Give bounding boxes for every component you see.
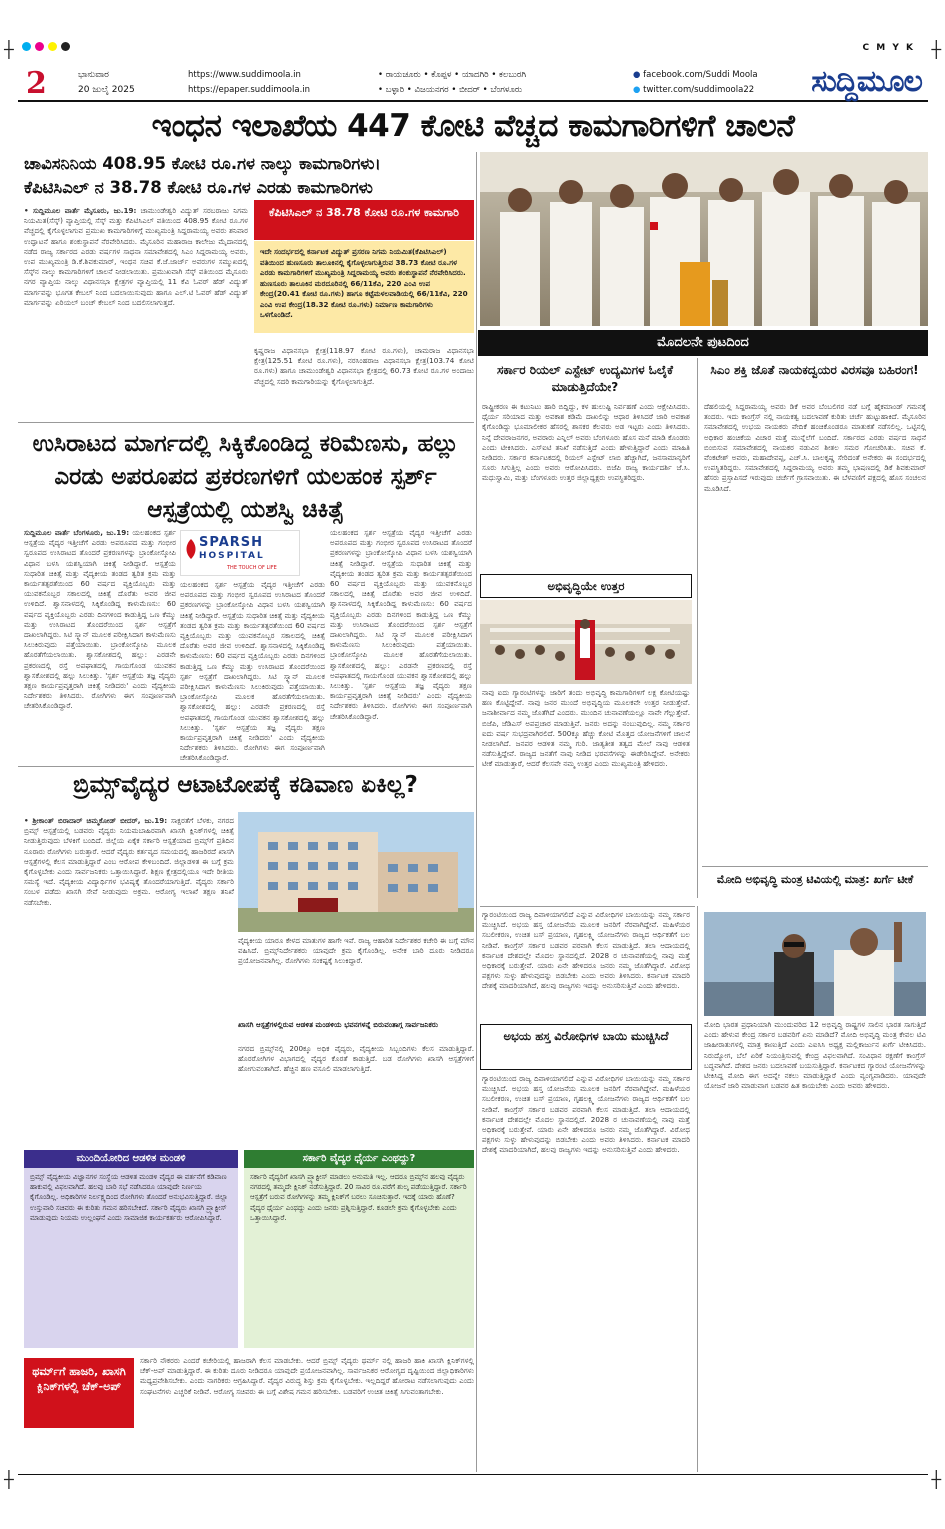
lead-body-left: • ಸುದ್ದಿಮೂಲ ವಾರ್ತೆ ಮೈಸೂರು, ಜು.19: ಚಾಮುಂಡೇಶ್ವರಿ ವಿದ್ಯುತ್ ಸರಬರಾಜು ನಿಗಮ ನಿಯಮಿತ(ಸೆಸ್ಕ್) ವ್ಯಾಪ್ತಿಯಲ್ಲಿ ಸೆಸ್ಕ್ ಮತ್ತು ಕೆಪಿಟಿಸಿಎಲ್ ವತಿಯಿಂದ 408.95 ಕೋಟಿ ರೂ.ಗಳ ವೆಚ್ಚದಲ್ಲಿ ಕೈಗೊಳ್ಳಲಾಗುವ ಪ್ರಮುಖ ಕಾಮಗಾರಿಗಳಿಗ್ಗೆ ಮುಖ್ಯಮಂತ್ರಿ ಸಿದ್ದರಾಮಯ್ಯ ಅವರು ಶನಿವಾರ ಉದ್ಘಾಟನೆ ಹಾಗೂ ಶಂಕುಸ್ಥಾಪನೆ ನೆರವೇರಿಸಿದರು. ಮೈಸೂರಿನ ಮಹಾರಾಜ ಕಾಲೇಜು ಮೈದಾನದಲ್ಲಿ ನಡೆದ ರಾಜ್ಯ ಸರ್ಕಾರದ ಎರಡು ವರ್ಷಗಳ ಸಾಧನಾ ಸಮಾವೇಶದಲ್ಲಿ ಸಿಎಂ ಸಿದ್ದರಾಮಯ್ಯ ಅವರು, ಉಪ ಮುಖ್ಯಮಂತ್ರಿ ಡಿ.ಕೆ.ಶಿವಕುಮಾರ್, ಇಂಧನ ಸಚಿವ ಕೆ.ಜೆ.ಜಾರ್ಜ್ ಅವರುಗಳ ಸಮ್ಮುಖದಲ್ಲಿ ಸೆಸ್ಕ್‌ನ ನಾಲ್ಕು ಕಾಮಗಾರಿಗಳಿಗೆ ಚಾಲನೆ ನೀಡಲಾಯಿತು. ಪ್ರಮುಖವಾಗಿ ಸೆಸ್ಕ್ ವತಿಯಿಂದ ಮೈಸೂರು ನಗರ ವ್ಯಾಪ್ತಿಯ ನಾಲ್ಕು ವಿಧಾನಸಭಾ ಕ್ಷೇತ್ರಗಳ ವ್ಯಾಪ್ತಿಯಲ್ಲಿ 11 ಕೆವಿ ಓವರ್ ಹೆಡ್ ವಿದ್ಯುತ್ ಮಾರ್ಗವನ್ನು ಭೂಗತ ಕೇಬಲ್ ನಿಂದ ಬದಲಾಯಿಸುವುದು ಹಾಗೂ ಎಲ್.ಟಿ ಓವರ್ ಹೆಡ್ ವಿದ್ಯುತ್ ಮಾರ್ಗವನ್ನು ಏರಿಯಲ್ ಬಂಚ್ ಕೇಬಲ್ ನಿಂದ ಬದಲಿಸಲಾಗುತ್ತದೆ. [24,206,248,307]
abhaya-hasta-body: ಗ್ಯಾರಂಟಿಯಿಂದ ರಾಜ್ಯ ದಿವಾಳಿಯಾಗಲಿದೆ ಎನ್ನುವ ವಿರೋಧಿಗಳ ಬಾಯಿಯನ್ನು ನಮ್ಮ ಸರ್ಕಾರ ಮುಚ್ಚಿಸಿದೆ. ಅಭಯ ಹಸ್ತ ಯೋಜನೆಯ ಮೂಲಕ ಜನರಿಗೆ ನೆರವಾಗಿದ್ದೇವೆ. ಮಹಿಳೆಯರ ಸಬಲೀಕರಣ, ಉಚಿತ ಬಸ್ ಪ್ರಯಾಣ, ಗೃಹಲಕ್ಷ್ಮಿ ಯೋಜನೆಗಳು ರಾಜ್ಯದ ಆರ್ಥಿಕತೆಗೆ ಬಲ ನೀಡಿವೆ. ಕಾಂಗ್ರೆಸ್ ಸರ್ಕಾರ ಬಡವರ ಪರವಾಗಿ ಕೆಲಸ ಮಾಡುತ್ತಿದೆ. ತಲಾ ಆದಾಯದಲ್ಲಿ ಕರ್ನಾಟಕ ದೇಶದಲ್ಲೇ ಮೊದಲ ಸ್ಥಾನದಲ್ಲಿದೆ. 2028 ರ ಚುನಾವಣೆಯಲ್ಲಿ ನಾವು ಮತ್ತೆ ಅಧಿಕಾರಕ್ಕೆ ಬರುತ್ತೇವೆ. ಯಾರು ಏನೇ ಹೇಳಿದರೂ ಜನರು ನಮ್ಮ ಜೊತೆಗಿದ್ದಾರೆ. ವಿರೋಧ ಪಕ್ಷಗಳು ಸುಳ್ಳು ಹೇಳುವುದನ್ನು ಬಿಡಬೇಕು ಎಂದು ಅವರು ತಿಳಿಸಿದರು. ಕರ್ನಾಟಕ ಮಾದರಿ ದೇಶಕ್ಕೆ ಮಾದರಿಯಾಗಿದೆ, ಹಲವು ರಾಜ್ಯಗಳು ಇದನ್ನು ಅನುಸರಿಸುತ್ತಿವೆ ಎಂದು ಹೇಳಿದರು. [482,1074,690,1155]
development-answer-headline: ಅಭಿವೃದ್ಧಿಯೇ ಉತ್ತರ [480,574,692,598]
rally-crowd-photo [480,600,692,684]
brims-hospital-building-photo [238,812,474,932]
masthead [18,64,928,102]
facebook-icon: ● [633,70,641,80]
registration-cross-icon: ┼ [4,40,14,59]
brims-byline: • ಶ್ರೀಕಾಂತ್ ಬಿರಾದಾರ್ ಚಿಮ್ಮಕೋಡ್ ಬೀದರ್, ಜು.19: [24,816,168,825]
column-divider [697,906,698,1472]
sparsh-logo-icon [183,539,199,559]
page-number: 2 [26,66,47,101]
kptcl-red-box: ಕೆಪಿಟಿಸಿಎಲ್ ನ 38.78 ಕೋಟಿ ರೂ.ಗಳ ಕಾಮಗಾರಿ [254,200,474,240]
brims-body-mid: ವೈದ್ಯಕೀಯ ಯಾರೂ ಕೇಳದ ಮಾತುಗಳ ಹಾಗೇ ಇವೆ. ರಾಜ್ಯ ಆಹಾರಿತ ನಿರ್ದೇಶಕರ ಕಚೇರಿ ಈ ಬಗ್ಗೆ ಮೌನ ವಹಿಸಿದೆ. ಬ್ರಿಮ್ಸ್‌ನಿರ್ದೇಶಕರು ಯಾವುದೇ ಕ್ರಮ ಕೈಗೊಂಡಿಲ್ಲ. ಅನೇಕ ಬಾರಿ ದೂರು ನೀಡಿದರೂ ಪ್ರಯೋಜನವಾಗಿಲ್ಲ. ರೋಗಿಗಳು ಸಂಕಷ್ಟಕ್ಕೆ ಸಿಲುಕಿದ್ದಾರೆ. [238,936,474,966]
brims-body-right: ನಗರದ ಬ್ರಿಮ್ಸ್‌ನಲ್ಲಿ 200ಕ್ಕೂ ಅಧಿಕ ವೈದ್ಯರು, ವೈದ್ಯಕೀಯ ಸಿಬ್ಬಂದಿಗಳು ಕೆಲಸ ಮಾಡುತ್ತಿದ್ದಾರೆ. ಹೊರರೋಗಿಗಳ ವಿಭಾಗದಲ್ಲಿ ವೈದ್ಯರ ಕೊರತೆ ಕಾಡುತ್ತಿದೆ. ಬಡ ರೋಗಿಗಳು ಖಾಸಗಿ ಆಸ್ಪತ್ರೆಗಳಿಗೆ ಹೋಗುವಂತಾಗಿದೆ. ಹೆಚ್ಚಿನ ಹಣ ವಸೂಲಿ ಮಾಡಲಾಗುತ್ತಿದೆ. [238,1044,474,1074]
lead-subheadline: ಚಾವಿಸನಿನಿಯ 408.95 ಕೋಟಿ ರೂ.ಗಳ ನಾಲ್ಕು ಕಾಮಗಾರಿಗಳು। ಕೆಪಿಟಿಸಿಎಲ್ ನ 38.78 ಕೋಟಿ ರೂ.ಗಳ ಎರಡು ಕಾಮಗಾರಿಗಳು [24,154,381,197]
continued-left-body: ರಾಷ್ಟ್ರೀಕರಣ ಈ ಕಟುನಿಟು ಹಾರಿ ಬಿದ್ದಿದ್ದು, ಕಳ ಹುಲುಷ್ಟಿ ನಿರ್ವಹಣೆ ಎಂದು ಆಕ್ಷೇಪಿಸಿದರು. ಧೈರ್ಯ ಸರಿಯಾದ ಮತ್ತು ಅವಕಾಶ ಕಡಿಮೆ ದಾಖಲಿನ್ನು ಆಧಾರ ತಿಳಿಸಿದರೆ ಜಾರಿ ಅವಕಾಶ ಕೈಗೊಂಡಿದ್ದು ಭೂಮಾಲೀಕರ ಹೆಸರಲ್ಲಿ ಶಾಸಕರ ಕೆಲವರು ಅಡ ಇಟ್ಟರು ಎಂದು ತಿಳಿಸಿದರು. ನಿನ್ನೆ ದೇವರಾಜನಗರ, ಅವರಾರು ಎನ್ನಿಲ್ ಅವರು ಬೆಂಗಳೂರು ಹೊಸ ಮನೆ ಮಾಡಿ ಕೊಂಡರು ಎಂದು ಟೀಕಿಸಿದರು. ಎಸ್‌ಐಟಿ ತನಿಖೆ ನಡೆಸುತ್ತಿದೆ ಎಂದು ಹೇಳುತ್ತಿದ್ದಾರೆ ಎಂದು ಮಾಹಿತಿ ನೀಡಿದರು. ಸರ್ಕಾರ ಕರ್ನಾಟಕದಲ್ಲಿ ರಿಯಲ್ ಎಸ್ಟೇಟ್ ಲಾಬಿ ಹೆಚ್ಚಾಗಿದೆ, ಜನಸಾಮಾನ್ಯರಿಗೆ ಸೂರು ಸಿಗುತ್ತಿಲ್ಲ ಎಂದು ಅವರು ಆರೋಪಿಸಿದರು. ಬಿಜೆಪಿ ರಾಜ್ಯ ಕಾರ್ಯದರ್ಶಿ ಜೆ.ಸಿ. ಮಧುಸ್ವಾಮಿ, ಮತ್ತು ಬೆಂಗಳೂರು ಉತ್ತರ ಜಿಲ್ಲಾಧ್ಯಕ್ಷರು ಉಪಸ್ಥಿತರಿದ್ದರು. [482,402,690,483]
continued-left-headline: ಸರ್ಕಾರ ರಿಯಲ್ ಎಸ್ಟೇಟ್ ಉದ್ಯಮಿಗಳ ಓಲೈಕೆ ಮಾಡುತ್ತಿದೆಯೇ? [497,363,673,394]
website-link[interactable]: https://www.suddimoola.in [188,70,301,80]
dateline [78,68,135,98]
column-divider [697,358,698,898]
section-divider [702,866,928,867]
editions-line: • ಬಳ್ಳಾರಿ • ವಿಜಯನಗರ • ಬೀದರ್ • ಬೆಂಗಳೂರು [378,85,523,95]
govt-doctors-box-title: ಸರ್ಕಾರಿ ವೈದ್ಯರ ಧೈರ್ಯ ಎಂಥದ್ದು? [244,1150,474,1168]
kptcl-yellow-box: ಇದೇ ಸಂದರ್ಭದಲ್ಲಿ ಕರ್ನಾಟಕ ವಿದ್ಯುತ್ ಪ್ರಸರಣ ನಿಗಮ ನಿಯಮಿತ(ಕೆಪಿಟಿಸಿಎಲ್) ವತಿಯಿಂದ ಹುಣಸೂರು ತಾಲೂಕಿನಲ್ಲಿ ಕೈಗೊಳ್ಳಲಾಗುತ್ತಿರುವ 38.73 ಕೋಟಿ ರೂ.ಗಳ ಎರಡು ಕಾಮಗಾರಿಗಳಿಗೆ ಮುಖ್ಯಮಂತ್ರಿ ಸಿದ್ದರಾಮಯ್ಯ ಅವರು ಶಂಕುಸ್ಥಾಪನೆ ನೆರವೇರಿಸಿದರು. ಹುಣಸೂರು ತಾಲೂಕಿನ ಮರದೂರಿನಲ್ಲಿ 66/11ಕೆವಿ, 220 ಎಂವಿ ಉಪ ಕೇಂದ್ರ(20.41 ಕೋಟಿ ರೂ.ಗಳು) ಹಾಗೂ ಕಟ್ಟೆಮಳಲವಾಡಿಯಲ್ಲಿ 66/11ಕೆವಿ, 220 ಎಂವಿ ಉಪ ಕೇಂದ್ರ(18.32 ಕೋಟಿ ರೂ.ಗಳು) ನಿರ್ಮಾಣ ಕಾಮಗಾರಿಗಳು ಒಳಗೊಂಡಿದೆ. [254,241,474,333]
section-divider [480,906,695,907]
column-divider [476,152,477,1472]
day: ಭಾನುವಾರ [78,70,109,80]
brims-bottom-body: ಸರ್ಕಾರಿ ನೌಕರರು ಎಂದರೆ ಕಚೇರಿಯಲ್ಲಿ ಹಾಜರಾಗಿ ಕೆಲಸ ಮಾಡಬೇಕು. ಆದರೆ ಬ್ರಿಮ್ಸ್ ವೈದ್ಯರು ಥರ್ಮ್ ನಲ್ಲಿ ಹಾಜರಿ ಹಾಕಿ ಖಾಸಗಿ ಕ್ಲಿನಿಕ್‌ಗಳಲ್ಲಿ ಚೆಕ್-ಅಪ್ ಮಾಡುತ್ತಿದ್ದಾರೆ. ಈ ಕುರಿತು ದೂರು ನೀಡಿದರೂ ಯಾವುದೇ ಪ್ರಯೋಜನವಾಗಿಲ್ಲ. ಸಾರ್ವಜನಿಕರ ಆರೋಗ್ಯದ ದೃಷ್ಟಿಯಿಂದ ಜಿಲ್ಲಾಧಿಕಾರಿಗಳು ಮಧ್ಯಪ್ರವೇಶಿಸಬೇಕು. ಎಂದು ನಾಗರಿಕರು ಆಗ್ರಹಿಸಿದ್ದಾರೆ. ವೈದ್ಯರ ವಿರುದ್ಧ ಶಿಸ್ತು ಕ್ರಮ ಕೈಗೊಳ್ಳಬೇಕು. ಇಲ್ಲದಿದ್ದರೆ ಹೋರಾಟ ನಡೆಸಲಾಗುವುದು ಎಂದು ಸಂಘಟನೆಗಳು ಎಚ್ಚರಿಕೆ ನೀಡಿವೆ. ಆರೋಗ್ಯ ಸಚಿವರು ಈ ಬಗ್ಗೆ ವಿಶೇಷ ಗಮನ ಹರಿಸಬೇಕು. ಬಡವರಿಗೆ ಉಚಿತ ಚಿಕಿತ್ಸೆ ಸಿಗುವಂತಾಗಬೇಕು. [140,1356,474,1396]
attendance-red-tag: ಥರ್ಮ್‌ಗೆ ಹಾಜರಿ, ಖಾಸಗಿ ಕ್ಲಿನಿಕ್‌ಗಳಲ್ಲಿ ಚೆಕ್-ಅಪ್ [24,1358,134,1428]
lead-photo-lamp-lighting [480,152,928,326]
lead-body-mid: ಕೃಷ್ಣರಾಜ ವಿಧಾನಸಭಾ ಕ್ಷೇತ್ರ(118.97 ಕೋಟಿ ರೂ.ಗಳು), ಚಾಮರಾಜ ವಿಧಾನಸಭಾ ಕ್ಷೇತ್ರ(125.51 ಕೋಟಿ ರೂ.ಗಳು), ನರಸಿಂಹರಾಜ ವಿಧಾನಸಭಾ ಕ್ಷೇತ್ರ(103.74 ಕೋಟಿ ರೂ.ಗಳು) ಹಾಗೂ ಚಾಮುಂಡೇಶ್ವರಿ ವಿಧಾನಸಭಾ ಕ್ಷೇತ್ರದಲ್ಲಿ 60.73 ಕೋಟಿ ರೂ.ಗಳ ಅಂದಾಜು ವೆಚ್ಚದಲ್ಲಿ ಸದರಿ ಕಾಮಗಾರಿಯನ್ನು ಕೈಗೊಳ್ಳಲಾಗುತ್ತಿದೆ. [254,346,474,386]
continued-right-body: ದೆಹಲಿಯಲ್ಲಿ ಸಿದ್ದರಾಮಯ್ಯ ಅವರು ಡಿಕೆ ಅವರ ಬೆಂಬಲಿಗರ ನಡೆ ಬಗ್ಗೆ ಹೈಕಮಾಂಡ್ ಗಮನಕ್ಕೆ ತಂದರು. ಇದು ಕಾಂಗ್ರೆಸ್ ನಲ್ಲಿ ನಾಯಕತ್ವ ಬದಲಾವಣೆ ಕುರಿತು ಚರ್ಚೆ ಹುಟ್ಟುಹಾಕಿದೆ. ಮೈಸೂರಿನ ಸಮಾವೇಶದಲ್ಲಿ ಉಭಯ ನಾಯಕರು ವೇದಿಕೆ ಹಂಚಿಕೊಂಡರೂ ಮಾತುಕತೆ ನಡೆಸಲಿಲ್ಲ. ಒಟ್ಟಿನಲ್ಲಿ ಅಧಿಕಾರ ಹಂಚಿಕೆಯ ವಿಚಾರ ಮತ್ತೆ ಮುನ್ನೆಲೆಗೆ ಬಂದಿದೆ. ಸರ್ಕಾರದ ಎರಡು ವರ್ಷದ ಸಾಧನೆ ಬಿಂಬಿಸುವ ಸಮಾವೇಶದಲ್ಲಿ ನಾಯಕರ ನಡುವಿನ ಶೀತಲ ಸಮರ ಗೋಚರಿಸಿತು. ಸಚಿವ ಕೆ. ವೆಂಕಟೇಶ್ ಅವರು, ಮಹಾದೇವಪ್ಪ, ಎಚ್.ಸಿ. ಬಾಲಕೃಷ್ಣ ಸೇರಿದಂತೆ ಅನೇಕರು ಈ ಸಂದರ್ಭದಲ್ಲಿ ಉಪಸ್ಥಿತರಿದ್ದರು. ಸಮಾವೇಶದಲ್ಲಿ ಸಿದ್ದರಾಮಯ್ಯ ಅವರು ತಮ್ಮ ಭಾಷಣದಲ್ಲಿ ಡಿಕೆ ಶಿವಕುಮಾರ್ ಹೆಸರು ಪ್ರಸ್ತಾಪಿಸದೆ ಇರುವುದು ಚರ್ಚೆಗೆ ಗ್ರಾಸವಾಯಿತು. ಈ ಬೆಳವಣಿಗೆ ಪಕ್ಷದಲ್ಲಿ ಹೊಸ ಸಂಚಲನ ಮೂಡಿಸಿದೆ. [704,402,926,493]
cmyk-label: C M Y K [862,43,915,53]
development-answer-body: ನಾವು ಐದು ಗ್ಯಾರಂಟಿಗಳನ್ನು ಜಾರಿಗೆ ತಂದು ಅಭಿವೃದ್ಧಿ ಕಾಮಗಾರಿಗಳಿಗೆ ಲಕ್ಷ ಕೋಟಿಯಷ್ಟು ಹಣ ಕೊಟ್ಟಿದ್ದೇವೆ. ನಾವು ಜನರ ಮುಂದೆ ಅಭಿವೃದ್ಧಿಯ ಮೂಲಕವೇ ಉತ್ತರ ನೀಡುತ್ತೇವೆ. ಜನಾಶೀರ್ವಾದ ನಮ್ಮ ಜೊತೆಗಿದೆ ಎಂದರು. ಮುಂದಿನ ಚುನಾವಣೆಯಲ್ಲೂ ನಾವೇ ಗೆಲ್ಲುತ್ತೇವೆ. ಬಿಜೆಪಿ, ಜೆಡಿಎಸ್ ಅಪಪ್ರಚಾರ ಮಾಡುತ್ತಿವೆ. ಜನರು ಅದನ್ನು ನಂಬುವುದಿಲ್ಲ. ನಮ್ಮ ಸರ್ಕಾರ ಐದು ವರ್ಷ ಸುಭದ್ರವಾಗಿರಲಿದೆ. 500ಕ್ಕೂ ಹೆಚ್ಚು ಕೋಟಿ ಮೊತ್ತದ ಯೋಜನೆಗಳಿಗೆ ಚಾಲನೆ ನೀಡಲಾಗಿದೆ. ಜನಪರ ಆಡಳಿತ ನಮ್ಮ ಗುರಿ. ಜಾತ್ಯತೀತ ತತ್ವದ ಮೇಲೆ ನಾವು ಆಡಳಿತ ನಡೆಸುತ್ತಿದ್ದೇವೆ. ರಾಜ್ಯದ ಜನತೆಗೆ ನಾವು ನೀಡಿದ ಭರವಸೆಗಳನ್ನು ಈಡೇರಿಸಿದ್ದೇವೆ. ಅನೇಕರು ಟೀಕೆ ಮಾಡುತ್ತಾರೆ, ಆದರೆ ಕೆಲಸವೇ ನಮ್ಮ ಉತ್ತರ ಎಂದು ಮುಖ್ಯಮಂತ್ರಿ ಹೇಳಿದರು. [482,688,690,769]
section-divider [18,766,474,767]
editions-line: • ರಾಯಚೂರು • ಕೊಪ್ಪಳ • ಯಾದಗಿರಿ • ಕಲಬುರಗಿ [378,70,526,80]
section-divider [18,422,474,423]
brims-body-left: • ಶ್ರೀಕಾಂತ್ ಬಿರಾದಾರ್ ಚಿಮ್ಮಕೋಡ್ ಬೀದರ್, ಜು.19: ಸಾಕ್ಷರತೆಗೆ ಬೆಳಕು, ನಗರದ ಬ್ರಿಮ್ಸ್ ಆಸ್ಪತ್ರೆಯಲ್ಲಿ ಬಡವರು ವೈದ್ಯರು ನಿಯಮಬಾಹಿರವಾಗಿ ಖಾಸಗಿ ಕ್ಲಿನಿಕ್‌ಗಳಲ್ಲಿ ಚಿಕಿತ್ಸೆ ನೀಡುತ್ತಿರುವುದು ಬೆಳಕಿಗೆ ಬಂದಿದೆ. ಜಿಲ್ಲೆಯ ಏಕೈಕ ಸರ್ಕಾರಿ ಆಸ್ಪತ್ರೆಯಾದ ಬ್ರಿಮ್ಸ್‌ಗೆ ಪ್ರತಿದಿನ ನೂರಾರು ರೋಗಿಗಳು ಬರುತ್ತಾರೆ. ಆದರೆ ವೈದ್ಯರು ಕರ್ತವ್ಯದ ಸಮಯದಲ್ಲಿ ಹಾಜರಿರದೆ ಖಾಸಗಿ ಆಸ್ಪತ್ರೆಗಳಲ್ಲಿ ಕೆಲಸ ಮಾಡುತ್ತಿದ್ದಾರೆ ಎಂಬ ಆರೋಪ ಕೇಳಿಬಂದಿದೆ. ಜಿಲ್ಲಾಡಳಿತ ಈ ಬಗ್ಗೆ ಕ್ರಮ ಕೈಗೊಳ್ಳಬೇಕು ಎಂದು ಸಾರ್ವಜನಿಕರು ಒತ್ತಾಯಿಸಿದ್ದಾರೆ. ಶಿಕ್ಷಣ ಕ್ಷೇತ್ರದಲ್ಲಿಯೂ ಇದೇ ರೀತಿಯ ಸಮಸ್ಯೆ ಇದೆ. ವೈದ್ಯಕೀಯ ವಿದ್ಯಾರ್ಥಿಗಳ ಭವಿಷ್ಯಕ್ಕೆ ತೊಂದರೆಯಾಗುತ್ತಿದೆ. ವೈದ್ಯರು ಸರ್ಕಾರಿ ಸಂಬಳ ಪಡೆದು ಖಾಸಗಿ ಸೇವೆ ನೀಡುವುದು ಅಕ್ರಮ. ಆರೋಗ್ಯ ಇಲಾಖೆ ತಕ್ಷಣ ತನಿಖೆ ನಡೆಸಬೇಕು. [24,816,234,907]
lead-headline: ಇಂಧನ ಇಲಾಖೆಯ 447 ಕೋಟಿ ವೆಚ್ಚದ ಕಾಮಗಾರಿಗಳಿಗೆ ಚಾಲನೆ [151,108,795,144]
continued-mid-lower-body: ಗ್ಯಾರಂಟಿಯಿಂದ ರಾಜ್ಯ ದಿವಾಳಿಯಾಗಲಿದೆ ಎನ್ನುವ ವಿರೋಧಿಗಳ ಬಾಯಿಯನ್ನು ನಮ್ಮ ಸರ್ಕಾರ ಮುಚ್ಚಿಸಿದೆ. ಅಭಯ ಹಸ್ತ ಯೋಜನೆಯ ಮೂಲಕ ಜನರಿಗೆ ನೆರವಾಗಿದ್ದೇವೆ. ಮಹಿಳೆಯರ ಸಬಲೀಕರಣ, ಉಚಿತ ಬಸ್ ಪ್ರಯಾಣ, ಗೃಹಲಕ್ಷ್ಮಿ ಯೋಜನೆಗಳು ರಾಜ್ಯದ ಆರ್ಥಿಕತೆಗೆ ಬಲ ನೀಡಿವೆ. ಕಾಂಗ್ರೆಸ್ ಸರ್ಕಾರ ಬಡವರ ಪರವಾಗಿ ಕೆಲಸ ಮಾಡುತ್ತಿದೆ. ತಲಾ ಆದಾಯದಲ್ಲಿ ಕರ್ನಾಟಕ ದೇಶದಲ್ಲೇ ಮೊದಲ ಸ್ಥಾನದಲ್ಲಿದೆ. 2028 ರ ಚುನಾವಣೆಯಲ್ಲಿ ನಾವು ಮತ್ತೆ ಅಧಿಕಾರಕ್ಕೆ ಬರುತ್ತೇವೆ. ಯಾರು ಏನೇ ಹೇಳಿದರೂ ಜನರು ನಮ್ಮ ಜೊತೆಗಿದ್ದಾರೆ. ವಿರೋಧ ಪಕ್ಷಗಳು ಸುಳ್ಳು ಹೇಳುವುದನ್ನು ಬಿಡಬೇಕು ಎಂದು ಅವರು ತಿಳಿಸಿದರು. ಕರ್ನಾಟಕ ಮಾದರಿ ದೇಶಕ್ಕೆ ಮಾದರಿಯಾಗಿದೆ, ಹಲವು ರಾಜ್ಯಗಳು ಇದನ್ನು ಅನುಸರಿಸುತ್ತಿವೆ ಎಂದು ಹೇಳಿದರು. [482,910,690,991]
social-links [633,68,758,98]
sparsh-story-body-mid: ಯಲಹಂಕದ ಸ್ಪರ್ಶ ಆಸ್ಪತ್ರೆಯ ವೈದ್ಯರ ಇತ್ತೀಚೆಗೆ ಎರಡು ಅಪರೂಪದ ಮತ್ತು ಗಂಭೀರ ಸ್ವರೂಪದ ಉಸಿರಾಟದ ತೊಂದರೆ ಪ್ರಕರಣಗಳನ್ನು ಬ್ರಾಂಕೋಸ್ಕೋಪಿ ವಿಧಾನ ಬಳಸಿ ಯಶಸ್ವಿಯಾಗಿ ಚಿಕಿತ್ಸೆ ನೀಡಿದ್ದಾರೆ. ಆಸ್ಪತ್ರೆಯ ಸುಧಾರಿತ ಚಿಕಿತ್ಸೆ ಮತ್ತು ವೈದ್ಯಕೀಯ ತಂಡದ ತ್ವರಿತ ಕ್ರಮ ಮತ್ತು ಕಾರ್ಯತತ್ಪರತೆಯಿಂದ 60 ವರ್ಷದ ವ್ಯಕ್ತಿಯೊಬ್ಬರು ಮತ್ತು ಯುವಕನೊಬ್ಬರ ಸಕಾಲದಲ್ಲಿ ಚಿಕಿತ್ಸೆ ದೊರೆತು ಅವರ ಜೀವ ಉಳಿದಿದೆ. ಶ್ವಾಸನಾಳದಲ್ಲಿ ಸಿಕ್ಕಿಕೊಂಡಿದ್ದ ಕಾಳುಮೆಣಸು: 60 ವರ್ಷದ ವ್ಯಕ್ತಿಯೊಬ್ಬರು ಎರಡು ದಿನಗಳಿಂದ ಕಾಡುತ್ತಿದ್ದ ಒಣ ಕೆಮ್ಮು ಮತ್ತು ಉಸಿರಾಟದ ತೊಂದರೆಯಿಂದ ಸ್ಪರ್ಶ ಆಸ್ಪತ್ರೆಗೆ ದಾಖಲಾಗಿದ್ದರು. ಸಿಟಿ ಸ್ಕ್ಯಾನ್ ಮೂಲಕ ಪರೀಕ್ಷಿಸಿದಾಗ ಕಾಳುಮೆಣಸು ಸಿಲುಕಿರುವುದು ಪತ್ತೆಯಾಯಿತು. ಬ್ರಾಂಕೋಸ್ಕೋಪಿ ಮೂಲಕ ಹೊರತೆಗೆಯಲಾಯಿತು. ಶ್ವಾಸಕೋಶದಲ್ಲಿ ಹಲ್ಲು: ಎರಡನೇ ಪ್ರಕರಣದಲ್ಲಿ ರಸ್ತೆ ಅಪಘಾತದಲ್ಲಿ ಗಾಯಗೊಂಡ ಯುವಕನ ಶ್ವಾಸಕೋಶದಲ್ಲಿ ಹಲ್ಲು ಸಿಲುಕಿತ್ತು. 'ಸ್ಪರ್ಶ ಆಸ್ಪತ್ರೆಯ ತಜ್ಞ ವೈದ್ಯರು ತಕ್ಷಣ ಕಾರ್ಯಪ್ರವೃತ್ತರಾಗಿ ಚಿಕಿತ್ಸೆ ನೀಡಿದರು' ಎಂದು ವೈದ್ಯಕೀಯ ನಿರ್ದೇಶಕರು ತಿಳಿಸಿದರು. ರೋಗಿಗಳು ಈಗ ಸಂಪೂರ್ಣವಾಗಿ ಚೇತರಿಸಿಕೊಂಡಿದ್ದಾರೆ. [180,580,325,763]
facebook-link[interactable]: ● facebook.com/Suddi Moola [633,70,758,80]
registration-cross-icon: ┼ [931,1470,941,1489]
admin-board-box-body: ಬ್ರಿಮ್ಸ್ ವೈದ್ಯಕೀಯ ವಿಜ್ಞಾನಗಳ ಸಂಸ್ಥೆಯ ಆಡಳಿತ ಮಂಡಳಿ ವೈದ್ಯರ ಈ ವರ್ತನೆಗೆ ಕಡಿವಾಣ ಹಾಕುವಲ್ಲಿ ವಿಫಲವಾಗಿದೆ. ಹಲವು ಬಾರಿ ಸಭೆ ನಡೆಸಿದರೂ ಯಾವುದೇ ನಿರ್ಣಯ ಕೈಗೊಂಡಿಲ್ಲ. ಅಧಿಕಾರಿಗಳ ನಿರ್ಲಕ್ಷ್ಯದಿಂದ ರೋಗಿಗಳು ತೊಂದರೆ ಅನುಭವಿಸುತ್ತಿದ್ದಾರೆ. ಜಿಲ್ಲಾ ಉಸ್ತುವಾರಿ ಸಚಿವರು ಈ ಕುರಿತು ಗಮನ ಹರಿಸಬೇಕಿದೆ. ಸರ್ಕಾರಿ ವೈದ್ಯರು ಖಾಸಗಿ ಪ್ರ್ಯಾಕ್ಟೀಸ್ ಮಾಡುವುದು ನಿಯಮ ಉಲ್ಲಂಘನೆ ಎಂದು ಸಾಮಾಜಿಕ ಕಾರ್ಯಕರ್ತರು ಆರೋಪಿಸಿದ್ದಾರೆ. [24,1168,238,1348]
continued-section-bar: ಮೊದಲನೇ ಪುಟದಿಂದ [478,330,928,356]
modi-kharge-body: ಮೋದಿ ಭಾರತ ಪ್ರಧಾನಿಯಾಗಿ ಮುಂದುವರಿದ 12 ಅಭಿವೃದ್ಧಿ ರಾಷ್ಟ್ರಗಳ ಸಾಲಿನ ಭಾರತ ಸಾಗುತ್ತಿದೆ ಎಂದು ಹೇಳುವ ಕೇಂದ್ರ ಸರ್ಕಾರ ಬಡವರಿಗೆ ಏನು ಮಾಡಿದೆ? ಮೋದಿ ಅಭಿವೃದ್ಧಿ ಮಂತ್ರ ಕೇವಲ ಟಿವಿ ಜಾಹೀರಾತುಗಳಲ್ಲಿ ಮಾತ್ರ ಕಾಣುತ್ತಿದೆ ಎಂದು ಎಐಸಿಸಿ ಅಧ್ಯಕ್ಷ ಮಲ್ಲಿಕಾರ್ಜುನ ಖರ್ಗೆ ಟೀಕಿಸಿದರು. ನಿರುದ್ಯೋಗ, ಬೆಲೆ ಏರಿಕೆ ನಿಯಂತ್ರಿಸುವಲ್ಲಿ ಕೇಂದ್ರ ವಿಫಲವಾಗಿದೆ. ಸಂವಿಧಾನ ರಕ್ಷಣೆಗೆ ಕಾಂಗ್ರೆಸ್ ಬದ್ಧವಾಗಿದೆ. ದೇಶದ ಜನರು ಬದಲಾವಣೆ ಬಯಸುತ್ತಿದ್ದಾರೆ. ಕರ್ನಾಟಕದ ಗ್ಯಾರಂಟಿ ಯೋಜನೆಗಳನ್ನು ಟೀಕಿಸಿದ್ದ ಮೋದಿ ಈಗ ಅದನ್ನೇ ನಕಲು ಮಾಡುತ್ತಿದ್ದಾರೆ ಎಂದು ವ್ಯಂಗ್ಯವಾಡಿದರು. ಯಾವುದೇ ಯೋಜನೆ ಜಾರಿ ಮಾಡುವಾಗ ಬಡವರ ಹಿತ ಕಾಯಬೇಕು ಎಂದು ಅವರು ಹೇಳಿದರು. [704,1020,926,1091]
twitter-icon: ● [633,85,641,95]
date: 20 ಜುಲೈ 2025 [78,85,135,95]
registration-cross-icon: ┼ [931,40,941,59]
sparsh-hospital-logo: SPARSH HOSPITAL THE TOUCH OF LIFE [180,530,300,576]
brand-logo: ಸುದ್ದಿಮೂಲ [811,64,922,99]
page-bottom-rule [18,1474,928,1475]
editions-list [378,68,526,98]
epaper-link[interactable]: https://epaper.suddimoola.in [188,85,311,95]
sparsh-story-body-left: ಸುದ್ದಿಮೂಲ ವಾರ್ತೆ ಬೆಂಗಳೂರು, ಜು.19: ಯಲಹಂಕದ ಸ್ಪರ್ಶ ಆಸ್ಪತ್ರೆಯ ವೈದ್ಯರ ಇತ್ತೀಚೆಗೆ ಎರಡು ಅಪರೂಪದ ಮತ್ತು ಗಂಭೀರ ಸ್ವರೂಪದ ಉಸಿರಾಟದ ತೊಂದರೆ ಪ್ರಕರಣಗಳನ್ನು ಬ್ರಾಂಕೋಸ್ಕೋಪಿ ವಿಧಾನ ಬಳಸಿ ಯಶಸ್ವಿಯಾಗಿ ಚಿಕಿತ್ಸೆ ನೀಡಿದ್ದಾರೆ. ಆಸ್ಪತ್ರೆಯ ಸುಧಾರಿತ ಚಿಕಿತ್ಸೆ ಮತ್ತು ವೈದ್ಯಕೀಯ ತಂಡದ ತ್ವರಿತ ಕ್ರಮ ಮತ್ತು ಕಾರ್ಯತತ್ಪರತೆಯಿಂದ 60 ವರ್ಷದ ವ್ಯಕ್ತಿಯೊಬ್ಬರು ಮತ್ತು ಯುವಕನೊಬ್ಬರ ಸಕಾಲದಲ್ಲಿ ಚಿಕಿತ್ಸೆ ದೊರೆತು ಅವರ ಜೀವ ಉಳಿದಿದೆ. ಶ್ವಾಸನಾಳದಲ್ಲಿ ಸಿಕ್ಕಿಕೊಂಡಿದ್ದ ಕಾಳುಮೆಣಸು: 60 ವರ್ಷದ ವ್ಯಕ್ತಿಯೊಬ್ಬರು ಎರಡು ದಿನಗಳಿಂದ ಕಾಡುತ್ತಿದ್ದ ಒಣ ಕೆಮ್ಮು ಮತ್ತು ಉಸಿರಾಟದ ತೊಂದರೆಯಿಂದ ಸ್ಪರ್ಶ ಆಸ್ಪತ್ರೆಗೆ ದಾಖಲಾಗಿದ್ದರು. ಸಿಟಿ ಸ್ಕ್ಯಾನ್ ಮೂಲಕ ಪರೀಕ್ಷಿಸಿದಾಗ ಕಾಳುಮೆಣಸು ಸಿಲುಕಿರುವುದು ಪತ್ತೆಯಾಯಿತು. ಬ್ರಾಂಕೋಸ್ಕೋಪಿ ಮೂಲಕ ಹೊರತೆಗೆಯಲಾಯಿತು. ಶ್ವಾಸಕೋಶದಲ್ಲಿ ಹಲ್ಲು: ಎರಡನೇ ಪ್ರಕರಣದಲ್ಲಿ ರಸ್ತೆ ಅಪಘಾತದಲ್ಲಿ ಗಾಯಗೊಂಡ ಯುವಕನ ಶ್ವಾಸಕೋಶದಲ್ಲಿ ಹಲ್ಲು ಸಿಲುಕಿತ್ತು. 'ಸ್ಪರ್ಶ ಆಸ್ಪತ್ರೆಯ ತಜ್ಞ ವೈದ್ಯರು ತಕ್ಷಣ ಕಾರ್ಯಪ್ರವೃತ್ತರಾಗಿ ಚಿಕಿತ್ಸೆ ನೀಡಿದರು' ಎಂದು ವೈದ್ಯಕೀಯ ನಿರ್ದೇಶಕರು ತಿಳಿಸಿದರು. ರೋಗಿಗಳು ಈಗ ಸಂಪೂರ್ಣವಾಗಿ ಚೇತರಿಸಿಕೊಂಡಿದ್ದಾರೆ. [24,528,176,711]
lead-byline: • ಸುದ್ದಿಮೂಲ ವಾರ್ತೆ ಮೈಸೂರು, ಜು.19: [24,206,137,215]
web-links [188,68,310,98]
sparsh-story-body-right: ಯಲಹಂಕದ ಸ್ಪರ್ಶ ಆಸ್ಪತ್ರೆಯ ವೈದ್ಯರ ಇತ್ತೀಚೆಗೆ ಎರಡು ಅಪರೂಪದ ಮತ್ತು ಗಂಭೀರ ಸ್ವರೂಪದ ಉಸಿರಾಟದ ತೊಂದರೆ ಪ್ರಕರಣಗಳನ್ನು ಬ್ರಾಂಕೋಸ್ಕೋಪಿ ವಿಧಾನ ಬಳಸಿ ಯಶಸ್ವಿಯಾಗಿ ಚಿಕಿತ್ಸೆ ನೀಡಿದ್ದಾರೆ. ಆಸ್ಪತ್ರೆಯ ಸುಧಾರಿತ ಚಿಕಿತ್ಸೆ ಮತ್ತು ವೈದ್ಯಕೀಯ ತಂಡದ ತ್ವರಿತ ಕ್ರಮ ಮತ್ತು ಕಾರ್ಯತತ್ಪರತೆಯಿಂದ 60 ವರ್ಷದ ವ್ಯಕ್ತಿಯೊಬ್ಬರು ಮತ್ತು ಯುವಕನೊಬ್ಬರ ಸಕಾಲದಲ್ಲಿ ಚಿಕಿತ್ಸೆ ದೊರೆತು ಅವರ ಜೀವ ಉಳಿದಿದೆ. ಶ್ವಾಸನಾಳದಲ್ಲಿ ಸಿಕ್ಕಿಕೊಂಡಿದ್ದ ಕಾಳುಮೆಣಸು: 60 ವರ್ಷದ ವ್ಯಕ್ತಿಯೊಬ್ಬರು ಎರಡು ದಿನಗಳಿಂದ ಕಾಡುತ್ತಿದ್ದ ಒಣ ಕೆಮ್ಮು ಮತ್ತು ಉಸಿರಾಟದ ತೊಂದರೆಯಿಂದ ಸ್ಪರ್ಶ ಆಸ್ಪತ್ರೆಗೆ ದಾಖಲಾಗಿದ್ದರು. ಸಿಟಿ ಸ್ಕ್ಯಾನ್ ಮೂಲಕ ಪರೀಕ್ಷಿಸಿದಾಗ ಕಾಳುಮೆಣಸು ಸಿಲುಕಿರುವುದು ಪತ್ತೆಯಾಯಿತು. ಬ್ರಾಂಕೋಸ್ಕೋಪಿ ಮೂಲಕ ಹೊರತೆಗೆಯಲಾಯಿತು. ಶ್ವಾಸಕೋಶದಲ್ಲಿ ಹಲ್ಲು: ಎರಡನೇ ಪ್ರಕರಣದಲ್ಲಿ ರಸ್ತೆ ಅಪಘಾತದಲ್ಲಿ ಗಾಯಗೊಂಡ ಯುವಕನ ಶ್ವಾಸಕೋಶದಲ್ಲಿ ಹಲ್ಲು ಸಿಲುಕಿತ್ತು. 'ಸ್ಪರ್ಶ ಆಸ್ಪತ್ರೆಯ ತಜ್ಞ ವೈದ್ಯರು ತಕ್ಷಣ ಕಾರ್ಯಪ್ರವೃತ್ತರಾಗಿ ಚಿಕಿತ್ಸೆ ನೀಡಿದರು' ಎಂದು ವೈದ್ಯಕೀಯ ನಿರ್ದೇಶಕರು ತಿಳಿಸಿದರು. ರೋಗಿಗಳು ಈಗ ಸಂಪೂರ್ಣವಾಗಿ ಚೇತರಿಸಿಕೊಂಡಿದ್ದಾರೆ. [330,528,472,721]
brims-pullquote: ಖಾಸಗಿ ಆಸ್ಪತ್ರೆಗಳಲ್ಲಿರುವ ಆಡಳಿತ ಮಂಡಳಿಯ ಭವನಗಳನ್ನೆ ಬಿರುವಂತಾಗ್ಗ ಸಾರ್ವಜನಿಕರು [238,1020,439,1029]
sparsh-byline: ಸುದ್ದಿಮೂಲ ವಾರ್ತೆ ಬೆಂಗಳೂರು, ಜು.19: [24,528,130,537]
twitter-link[interactable]: ● twitter.com/suddimoola22 [633,85,755,95]
abhaya-hasta-headline: ಅಭಯ ಹಸ್ತ ವಿರೋಧಿಗಳ ಬಾಯಿ ಮುಚ್ಚಿಸಿದೆ [480,1024,692,1070]
admin-board-box-title: ಮುಂದಿಯೋರಿದ ಆಡಳಿತ ಮಂಡಳಿ [24,1150,238,1168]
govt-doctors-box-body: ಸರ್ಕಾರಿ ವೈದ್ಯರಿಗೆ ಖಾಸಗಿ ಪ್ರ್ಯಾಕ್ಟೀಸ್ ಮಾಡಲು ಅನುಮತಿ ಇಲ್ಲ. ಆದರೂ ಬ್ರಿಮ್ಸ್‌ನ ಹಲವು ವೈದ್ಯರು ನಗರದಲ್ಲಿ ತಮ್ಮದೇ ಕ್ಲಿನಿಕ್ ನಡೆಸುತ್ತಿದ್ದಾರೆ. 20 ಸಾವಿರ ರೂ.ವರೆಗೆ ಶುಲ್ಕ ಪಡೆಯುತ್ತಿದ್ದಾರೆ. ಸರ್ಕಾರಿ ಆಸ್ಪತ್ರೆಗೆ ಬರುವ ರೋಗಿಗಳನ್ನು ತಮ್ಮ ಕ್ಲಿನಿಕ್‌ಗೆ ಬರಲು ಸೂಚಿಸುತ್ತಾರೆ. ಇದಕ್ಕೆ ಯಾರು ಹೊಣೆ? ವೈದ್ಯರ ಧೈರ್ಯ ಎಂಥದ್ದು ಎಂದು ಜನರು ಪ್ರಶ್ನಿಸುತ್ತಿದ್ದಾರೆ. ಕೂಡಲೇ ಕ್ರಮ ಕೈಗೊಳ್ಳಬೇಕು ಎಂದು ಒತ್ತಾಯಿಸಿದ್ದಾರೆ. [244,1168,474,1348]
continued-right-headline: ಸಿಎಂ ಶಕ್ತಿ ಜೊತೆ ನಾಯಕದ್ವಯರ ವಿರಸವೂ ಬಹಿರಂಗ! [710,363,919,377]
brims-headline: ಬ್ರಿಮ್ಸ್‌ವೈದ್ಯರ ಆಟಾಟೋಪಕ್ಕೆ ಕಡಿವಾಣ ಏಕಿಲ್ಲ? [73,772,418,798]
registration-cross-icon: ┼ [4,1470,14,1489]
modi-kharge-headline: ಮೋದಿ ಅಭಿವೃದ್ಧಿ ಮಂತ್ರ ಟಿವಿಯಲ್ಲಿ ಮಾತ್ರ: ಖರ್ಗೆ ಟೀಕೆ [716,873,914,886]
siddaramaiah-rally-photo [704,912,926,1016]
color-registration-dots [22,42,70,51]
sparsh-hospital-headline: ಉಸಿರಾಟದ ಮಾರ್ಗದಲ್ಲಿ ಸಿಕ್ಕಿಕೊಂಡಿದ್ದ ಕರಿಮೆಣಸು, ಹಲ್ಲು ಎರಡು ಅಪರೂಪದ ಪ್ರಕರಣಗಳಿಗೆ ಯಲಹಂಕ ಸ್ಪರ್ಶ್ ಆಸ್ಪತ್ರೆಯಲ್ಲಿ ಯಶಸ್ವಿ ಚಿಕಿತ್ಸೆ [32,431,459,523]
